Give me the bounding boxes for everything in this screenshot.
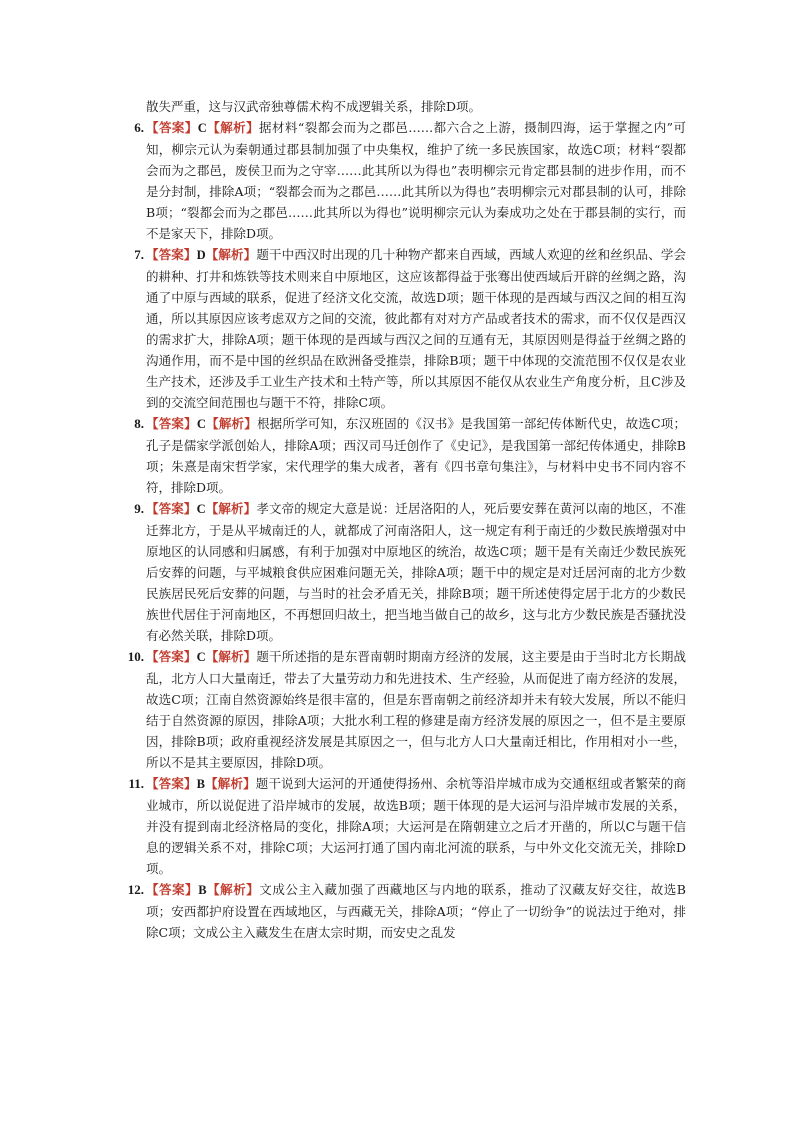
answer-choice: D [196,248,206,262]
answer-choice: B [198,883,207,897]
analysis-text: 根据所学可知，东汉班固的《汉书》是我国第一部纪传体断代史，故选C项；孔子是儒家学派创始人，排除A项；西汉司马迁创作了《史记》，是我国第一部纪传体通史，排除B项；朱熹是南宋哲学家，宋代理学的集大成者，著有《四书章句集注》，与材料中史书不同内容不符，排除D项。 [146,416,686,495]
answer-item [0,117,686,244]
analysis-label: 【解析】 [205,649,257,664]
analysis-label: 【解析】 [206,882,260,897]
item-number: 12. [127,882,144,897]
analysis-text: 题干说到大运河的开通使得扬州、余杭等沿岸城市成为交通枢纽或者繁荣的商业城市，所以说促进了沿岸城市的发展，故选B项；题干体现的是大运河与沿岸城市发展的关系，并没有提到南北经济格局的变化，排除A项；大运河是在隋朝建立之后才开凿的，所以C与题干信息的逻辑关系不对，排除C项；大运河打通了国内南北河流的联系，与中外文化交流无关，排除D项。 [146,776,686,876]
item-number: 6. [134,120,144,135]
item-number: 7. [134,247,144,262]
item-number: 8. [134,416,144,431]
analysis-text: 题干所述指的是东晋南朝时期南方经济的发展，这主要是由于当时北方长期战乱，北方人口大量南迁，带去了大量劳动力和先进技术、生产经验，从而促进了南方经济的发展，故选C项；江南自然资源始终是很丰富的，但是东晋南朝之前经济却并未有较大发展，所以不能归结于自然资源的原因，排除A项；大批水利工程的修建是南方经济发展的原因之一，但不是主要原因，排除B项；政府重视经济发展是其原因之一，但与北方人口大量南迁相比，作用相对小一些，所以不是其主要原因，排除D项。 [146,649,686,770]
analysis-text: 题干中西汉时出现的几十种物产都来自西域，西域人欢迎的丝和丝织品、学会的耕种、打井和炼铁等技术则来自中原地区，这应该都得益于张骞出使西域后开辟的丝绸之路，沟通了中原与西域的联系，促进了经济文化交流，故选D项；题干体现的是西域与西汉之间的相互沟通，所以其原因应该考虑双方之间的交流，彼此都有对对方产品或者技术的需求，而不仅仅是西汉的需求扩大，排除A项；题干体现的是西域与西汉之间的互通有无，其原因则是得益于丝绸之路的沟通作用，而不是中国的丝织品在欧洲备受推崇，排除B项；题干中体现的交流范围不仅仅是农业生产技术，还涉及手工业生产技术和土特产等，所以其原因不能仅从农业生产角度分析，且C涉及到的交流空间范围也与题干不符，排除C项。 [146,247,686,410]
analysis-text: 文成公主入藏加强了西藏地区与内地的联系，推动了汉藏友好交往，故选B项；安西都护府设置在西域地区，与西藏无关，排除A项；“停止了一切纷争”的说法过于绝对，排除C项；文成公主入藏发生在唐太宗时期，而安史之乱发 [146,882,686,940]
answer-choice: C [196,650,206,664]
analysis-text: 孝文帝的规定大意是说：迁居洛阳的人，死后要安葬在黄河以南的地区，不准迁葬北方，于是从平城南迁的人，就都成了河南洛阳人，这一规定有利于南迁的少数民族增强对中原地区的认同感和归属感，有利于加强对中原地区的统治，故选C项；题干是有关南迁少数民族死后安葬的问题，与平城粮食供应困难问题无关，排除A项；题干中的规定是对迁居河南的北方少数民族居民死后安葬的问题，与当时的社会矛盾无关，排除B项；题干所述使得定居于北方的少数民族世代居住于河南地区，不再想回归故土，把当地当做自己的故乡，这与北方少数民族是否骚扰没有必然关联，排除D项。 [146,501,686,643]
answer-item [0,646,686,773]
answer-item [0,413,686,498]
answer-label: 【答案】 [146,776,197,791]
answer-item [0,244,686,413]
analysis-text: 据材料“裂都会而为之郡邑……都六合之上游，摄制四海，运于掌握之内”可知，柳宗元认为秦朝通过郡县制加强了中央集权，维护了统一多民族国家，故选C项；材料“裂都会而为之郡邑，废侯卫而为之守宰……此其所以为得也”表明柳宗元肯定郡县制的进步作用，而不是分封制，排除A项；“裂都会而为之郡邑……此其所以为得也”表明柳宗元对郡县制的认可，排除B项；“裂都会而为之郡邑……此其所以为得也”说明柳宗元认为秦成功之处在于郡县制的实行，而不是家天下，排除D项。 [146,120,686,241]
answer-label: 【答案】 [146,120,198,135]
answer-item [0,498,686,646]
answer-label: 【答案】 [146,416,197,431]
answer-choice: C [196,502,206,516]
answer-choice: B [196,777,205,791]
answer-item [0,773,686,879]
analysis-label: 【解析】 [205,416,257,431]
answer-label: 【答案】 [146,247,197,262]
answer-list [0,117,794,943]
answer-choice: C [197,121,207,135]
answer-label: 【答案】 [146,501,197,516]
answer-item [0,879,686,943]
analysis-label: 【解析】 [205,247,257,262]
item-number: 10. [127,649,144,664]
item-number: 11. [128,776,144,791]
answer-label: 【答案】 [146,882,199,897]
item-number: 9. [134,501,144,516]
analysis-label: 【解析】 [204,776,256,791]
continued-paragraph: 散失严重，这与汉武帝独尊儒术构不成逻辑关系，排除D项。 [146,99,482,114]
answer-choice: C [196,417,206,431]
analysis-label: 【解析】 [205,501,257,516]
analysis-label: 【解析】 [206,120,260,135]
answer-label: 【答案】 [146,649,197,664]
